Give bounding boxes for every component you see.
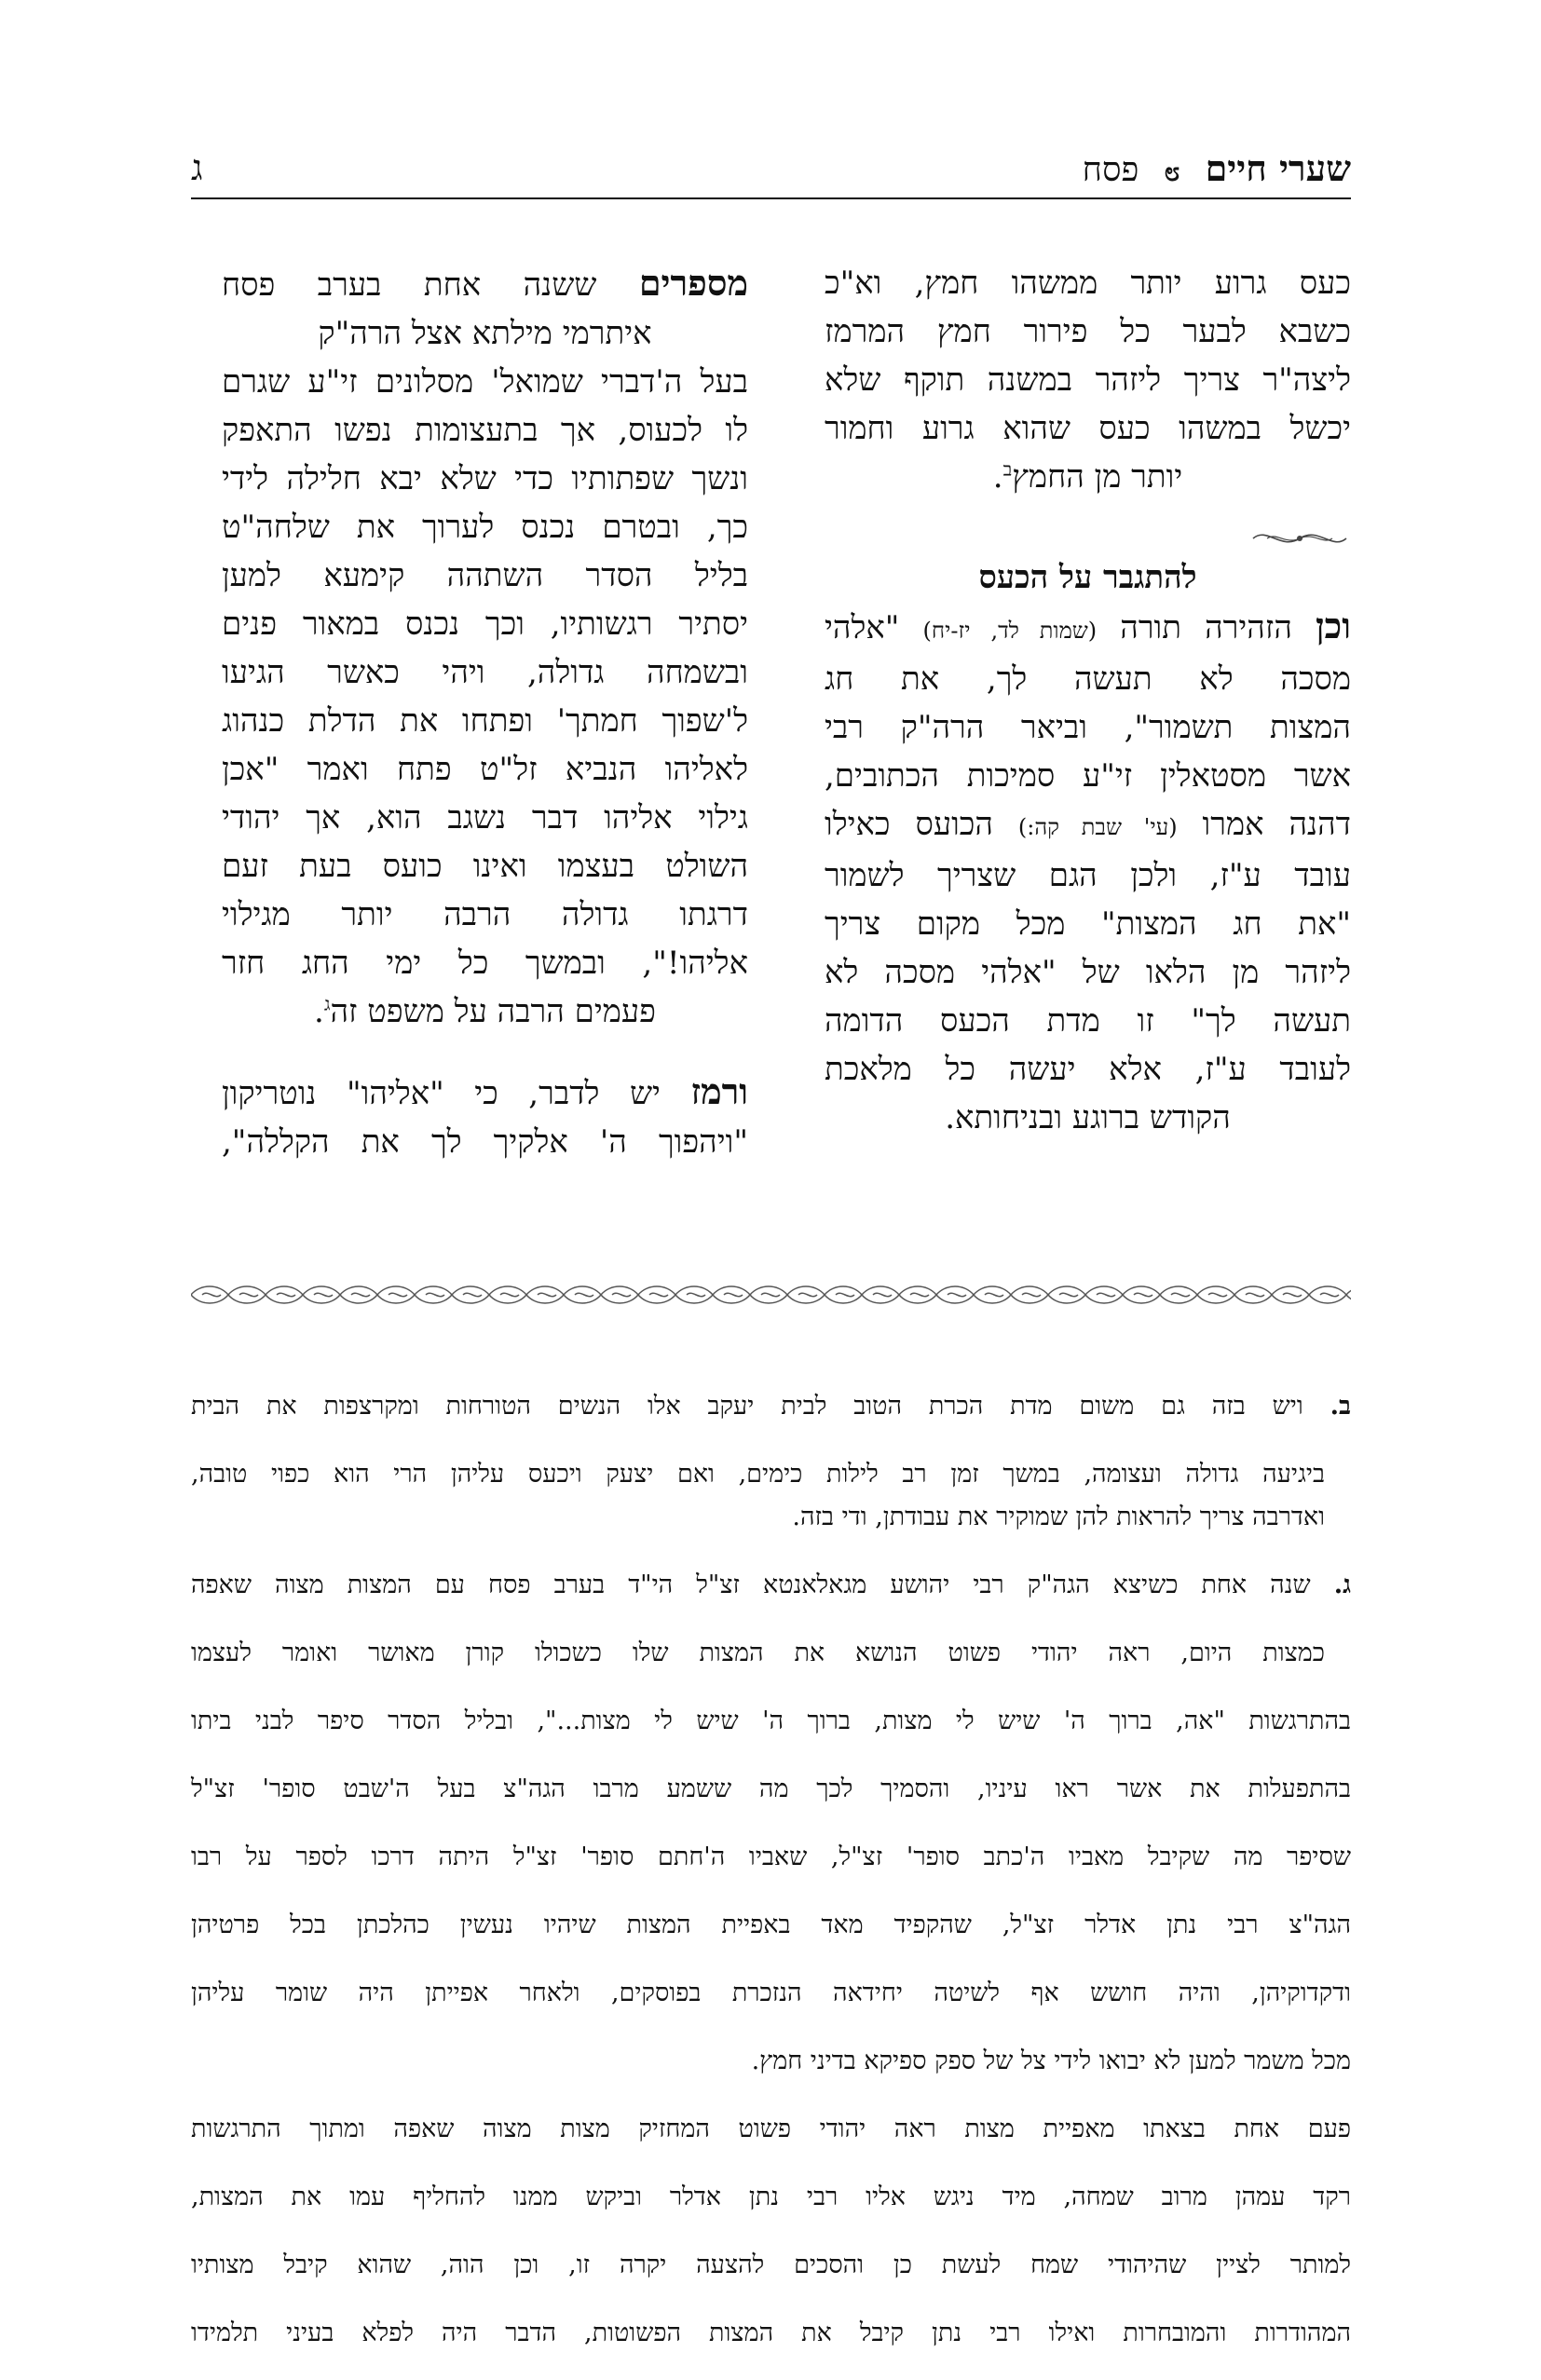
chain-link bbox=[228, 1286, 266, 1303]
chain-link bbox=[489, 1286, 526, 1303]
chain-link bbox=[713, 1286, 750, 1303]
chain-link bbox=[1085, 1286, 1123, 1303]
footnote-line: מכל משמר למען לא יבואו לידי צל של ספק ספיקא בדיני חמץ. bbox=[751, 2047, 1351, 2075]
text-span: ששנה אחת בערב פסח bbox=[222, 266, 639, 304]
chain-link bbox=[601, 1286, 638, 1303]
chain-link-inner bbox=[873, 1293, 892, 1296]
text-line: ל'שפוך חמתך' ופתחו את הדלת כנהוג bbox=[222, 702, 748, 740]
footnote-line: שסיפר מה שקיבל מאביו ה'כתב סופר' זצ"ל, שאביו ה'חתם סופר' זצ"ל היתה דרכו לספר על רבו bbox=[191, 1843, 1351, 1871]
paragraph-gap bbox=[222, 1036, 748, 1068]
chain-link-inner bbox=[389, 1293, 407, 1296]
source-citation: (עי' שבת קה:) bbox=[1017, 814, 1178, 840]
chain-link bbox=[974, 1286, 1011, 1303]
chain-link-inner bbox=[761, 1293, 780, 1296]
text-line: אליהו!", ובמשך כל ימי החג חזר bbox=[222, 945, 748, 982]
chain-link bbox=[675, 1286, 713, 1303]
text-line: תעשה לך" זו מדת הכעס הדומה bbox=[825, 1002, 1351, 1040]
chain-link bbox=[825, 1286, 862, 1303]
chain-link bbox=[191, 1286, 228, 1303]
footnote-ref: ג bbox=[323, 992, 331, 1015]
lead-word: ורמז bbox=[690, 1070, 748, 1112]
footnote-b bbox=[191, 1385, 1351, 1539]
closing-line: יותר מן החמץ$^ב$. bbox=[992, 457, 1183, 496]
chain-link-inner bbox=[1022, 1293, 1041, 1296]
footnotes bbox=[191, 1360, 1351, 2380]
text-span: יש לדבר, כי "אליהו" נוטריקון bbox=[222, 1075, 691, 1112]
chain-link-inner bbox=[612, 1293, 631, 1296]
chain-link-inner bbox=[836, 1293, 854, 1296]
chain-link-inner bbox=[1171, 1293, 1190, 1296]
chain-link bbox=[1197, 1286, 1234, 1303]
text-line: יכשל במשהו כעס שהוא גרוע וחמור bbox=[825, 410, 1351, 447]
chain-link-inner bbox=[1059, 1293, 1078, 1296]
chain-divider-ornament bbox=[191, 1281, 1351, 1309]
chain-link-inner bbox=[351, 1293, 370, 1296]
chain-link-inner bbox=[538, 1293, 556, 1296]
text-line: מסכה לא תעשה לך, את חג bbox=[825, 660, 1351, 698]
text-line: ליצה"ר צריך ליזהר במשנה תוקף שלא bbox=[825, 361, 1351, 399]
chain-link bbox=[377, 1286, 415, 1303]
flourish-ornament-icon bbox=[825, 518, 1351, 546]
chain-link bbox=[415, 1286, 452, 1303]
text-line: בעל ה'דברי שמואל' מסלונים זי"ע שגרם bbox=[222, 363, 748, 401]
text-line: בליל הסדר השתהה קימעא למען bbox=[222, 557, 748, 594]
footnote-line bbox=[191, 1564, 1351, 1607]
chain-link bbox=[1346, 1286, 1351, 1303]
chain-link bbox=[1048, 1286, 1085, 1303]
chain-link-inner bbox=[1283, 1293, 1302, 1296]
header-rule bbox=[191, 197, 1351, 199]
chain-link-inner bbox=[314, 1293, 333, 1296]
section-heading: להתגבר על הכעס bbox=[978, 559, 1197, 596]
footnote-marker: ב. bbox=[1330, 1392, 1351, 1421]
chain-link bbox=[1272, 1286, 1309, 1303]
chain-link bbox=[638, 1286, 675, 1303]
text-span: הכועס כאילו bbox=[825, 806, 1018, 843]
chain-link-inner bbox=[724, 1293, 743, 1296]
text-line bbox=[825, 602, 1351, 655]
chain-link bbox=[1011, 1286, 1048, 1303]
book-title: שערי חיים bbox=[1205, 147, 1351, 189]
chain-link-inner bbox=[1208, 1293, 1227, 1296]
chain-link bbox=[340, 1286, 377, 1303]
chain-link-inner bbox=[1134, 1293, 1152, 1296]
text-line: ובשמחה גדולה, ויהי כאשר הגיעו bbox=[222, 654, 748, 691]
chain-link bbox=[899, 1286, 936, 1303]
footnote-ref: ב bbox=[1002, 457, 1013, 481]
chain-link bbox=[303, 1286, 340, 1303]
chain-link-inner bbox=[1246, 1293, 1264, 1296]
chain-link bbox=[1234, 1286, 1272, 1303]
footnote-line: כמצות היום, ראה יהודי פשוט הנושא את המצות שלו כשכולו קורן מאושר ואומר לעצמו bbox=[191, 1639, 1325, 1667]
chain-link-inner bbox=[575, 1293, 593, 1296]
footnote-line: למותר לציין שהיהודי שמח לעשת כן והסכים להצעה יקרה זו, וכן הוה, שהוא קיבל מצותיו bbox=[191, 2251, 1351, 2279]
chain-link-inner bbox=[948, 1293, 966, 1296]
chain-link-inner bbox=[649, 1293, 668, 1296]
source-citation: (שמות לד, יז-יח) bbox=[922, 618, 1098, 644]
chain-link bbox=[750, 1286, 787, 1303]
chain-link-inner bbox=[1097, 1293, 1115, 1296]
text-span: ויש בזה גם משום מדת הכרת הטוב לבית יעקב אלו הנשים הטורחות ומקרצפות את הבית bbox=[191, 1392, 1303, 1421]
chain-link bbox=[1309, 1286, 1346, 1303]
left-column bbox=[222, 259, 748, 1166]
chain-link-inner bbox=[277, 1293, 295, 1296]
ornament-separator-icon: ೮ bbox=[1164, 156, 1180, 188]
page-number: ג bbox=[191, 147, 203, 188]
text-line: "את חג המצות" מכל מקום צריך bbox=[825, 905, 1351, 943]
text-line: איתרמי מילתא אצל הרה"ק bbox=[318, 315, 652, 352]
text-line: לו לכעוס, אך בתעצומות נפשו התאפק bbox=[222, 412, 748, 449]
chain-link bbox=[936, 1286, 974, 1303]
footnote-line: ביגיעה גדולה ועצומה, במשך זמן רב לילות כימים, ואם יצעק ויכעס עליהן הרי הוא כפוי טובה, bbox=[191, 1460, 1325, 1489]
text-line: כעס גרוע יותר ממשהו חמץ, וא"כ bbox=[825, 265, 1351, 302]
right-column bbox=[825, 259, 1351, 1142]
text-span: שנה אחת כשיצא הגה"ק רבי יהושע מגאלאנטא זצ"ל הי"ד בערב פסח עם המצות מצוה שאפה bbox=[191, 1571, 1311, 1599]
text-line: לאליהו הנביא זל"ט פתח ואמר "אכן bbox=[222, 751, 748, 788]
footnote-line bbox=[191, 1385, 1351, 1428]
lead-word: וכן bbox=[1316, 605, 1351, 646]
chain-link-inner bbox=[463, 1293, 482, 1296]
chain-link bbox=[452, 1286, 489, 1303]
text-line: דרגתו גדולה הרבה יותר מגילוי bbox=[222, 896, 748, 933]
text-line: הקודש ברוגע ובניחותא. bbox=[945, 1099, 1231, 1136]
text-span: "אלהי bbox=[825, 609, 923, 646]
text-line: פעמים הרבה על משפט זה$^ג$. bbox=[314, 992, 656, 1030]
text-line: עובד ע"ז, ולכן הגם שצריך לשמור bbox=[825, 857, 1351, 894]
chain-link bbox=[1160, 1286, 1197, 1303]
text-line: כך, ובטרם נכנס לערוך את שלחה"ט bbox=[222, 509, 748, 546]
text-line: אשר מסטאלין זי"ע סמיכות הכתובים, bbox=[825, 757, 1351, 795]
chain-ornament-icon bbox=[191, 1281, 1351, 1309]
footnote-g bbox=[191, 1564, 1351, 2355]
chain-link bbox=[266, 1286, 303, 1303]
text-span: פעמים הרבה על משפט זה bbox=[330, 993, 656, 1030]
chain-link bbox=[526, 1286, 564, 1303]
chain-link-inner bbox=[426, 1293, 444, 1296]
running-header bbox=[191, 147, 1351, 192]
footnote-line: בהתפעלות את אשר ראו עיניו, והסמיך לכך מה ששמע מרבו הגה"צ בעל ה'שבט סופר' זצ"ל bbox=[191, 1775, 1351, 1803]
footnote-line: רקד עמהן מרוב שמחה, מיד ניגש אליו רבי נתן אדלר וביקש ממנו להחליף עמו את המצות, bbox=[191, 2183, 1351, 2211]
running-head-title bbox=[1083, 147, 1351, 190]
chain-link bbox=[862, 1286, 899, 1303]
text-line: גילוי אליהו דבר נשגב הוא, אך יהודי bbox=[222, 799, 748, 836]
chain-link-inner bbox=[985, 1293, 1003, 1296]
text-line bbox=[825, 800, 1351, 851]
chapter-title: פסח bbox=[1082, 151, 1139, 189]
chain-link-inner bbox=[239, 1293, 258, 1296]
chain-link bbox=[787, 1286, 825, 1303]
footnote-line: פעם אחת בצאתו מאפיית מצות ראה יהודי פשוט המחזיק מצות מצוה שאפה ומתוך התרגשות bbox=[191, 2115, 1351, 2143]
chain-link bbox=[564, 1286, 601, 1303]
chain-link-inner bbox=[202, 1293, 221, 1296]
text-span: הזהירה תורה bbox=[1097, 609, 1316, 646]
chain-link bbox=[1123, 1286, 1160, 1303]
chain-link-inner bbox=[910, 1293, 929, 1296]
text-line: המצות תשמור", וביאר הרה"ק רבי bbox=[825, 709, 1351, 746]
chain-link-inner bbox=[798, 1293, 817, 1296]
text-span: דהנה אמרו bbox=[1177, 806, 1351, 843]
chain-link-inner bbox=[500, 1293, 519, 1296]
text-line: יסתיר רגשותיו, וכך נכנס במאור פנים bbox=[222, 605, 748, 643]
text-line bbox=[222, 259, 748, 309]
text-line: ליזהר מן הלאו של "אלהי מסכה לא bbox=[825, 954, 1351, 991]
chain-link-inner bbox=[687, 1293, 705, 1296]
closing-text: יותר מן החמץ bbox=[1012, 458, 1183, 496]
footnote-line: בהתרגשות "אה, ברוך ה' שיש לי מצות, ברוך ה' שיש לי מצות...", ובליל הסדר סיפר לבני ביתו bbox=[191, 1707, 1351, 1735]
lead-word: מספרים bbox=[638, 262, 748, 304]
text-line: השולט בעצמו ואינו כועס בעת זעם bbox=[222, 848, 748, 885]
text-line: לעובד ע"ז, אלא יעשה כל מלאכת bbox=[825, 1051, 1351, 1088]
text-line: ונשך שפתותיו כדי שלא יבא חלילה לידי bbox=[222, 460, 748, 497]
footnote-line: המהודרות והמובחרות ואילו רבי נתן קיבל את המצות הפשוטות, הדבר היה לפלא בעיני תלמידו bbox=[191, 2319, 1351, 2347]
footnote-line: ודקדוקיהן, והיה חושש אף לשיטה יחידאה הנזכרת בפוסקים, ולאחר אפייתן היה שומר עליהן bbox=[191, 1979, 1351, 2007]
text-line: כשבא לבער כל פירור חמץ המרמז bbox=[825, 313, 1351, 350]
footnote-line: הגה"צ רבי נתן אדלר זצ"ל, שהקפיד מאד באפיית המצות שיהיו נעשין כהלכתן בכל פרטיהן bbox=[191, 1911, 1351, 1939]
chain-link-inner bbox=[1320, 1293, 1339, 1296]
text-line: "ויהפוך ה' אלקיך לך את הקללה", bbox=[222, 1123, 748, 1161]
text-line bbox=[222, 1068, 748, 1118]
footnote-marker: ג. bbox=[1333, 1571, 1351, 1599]
footnote-line: ואדרבה צריך להראות להן שמוקיר את עבודתן, ודי בזה. bbox=[792, 1503, 1325, 1531]
